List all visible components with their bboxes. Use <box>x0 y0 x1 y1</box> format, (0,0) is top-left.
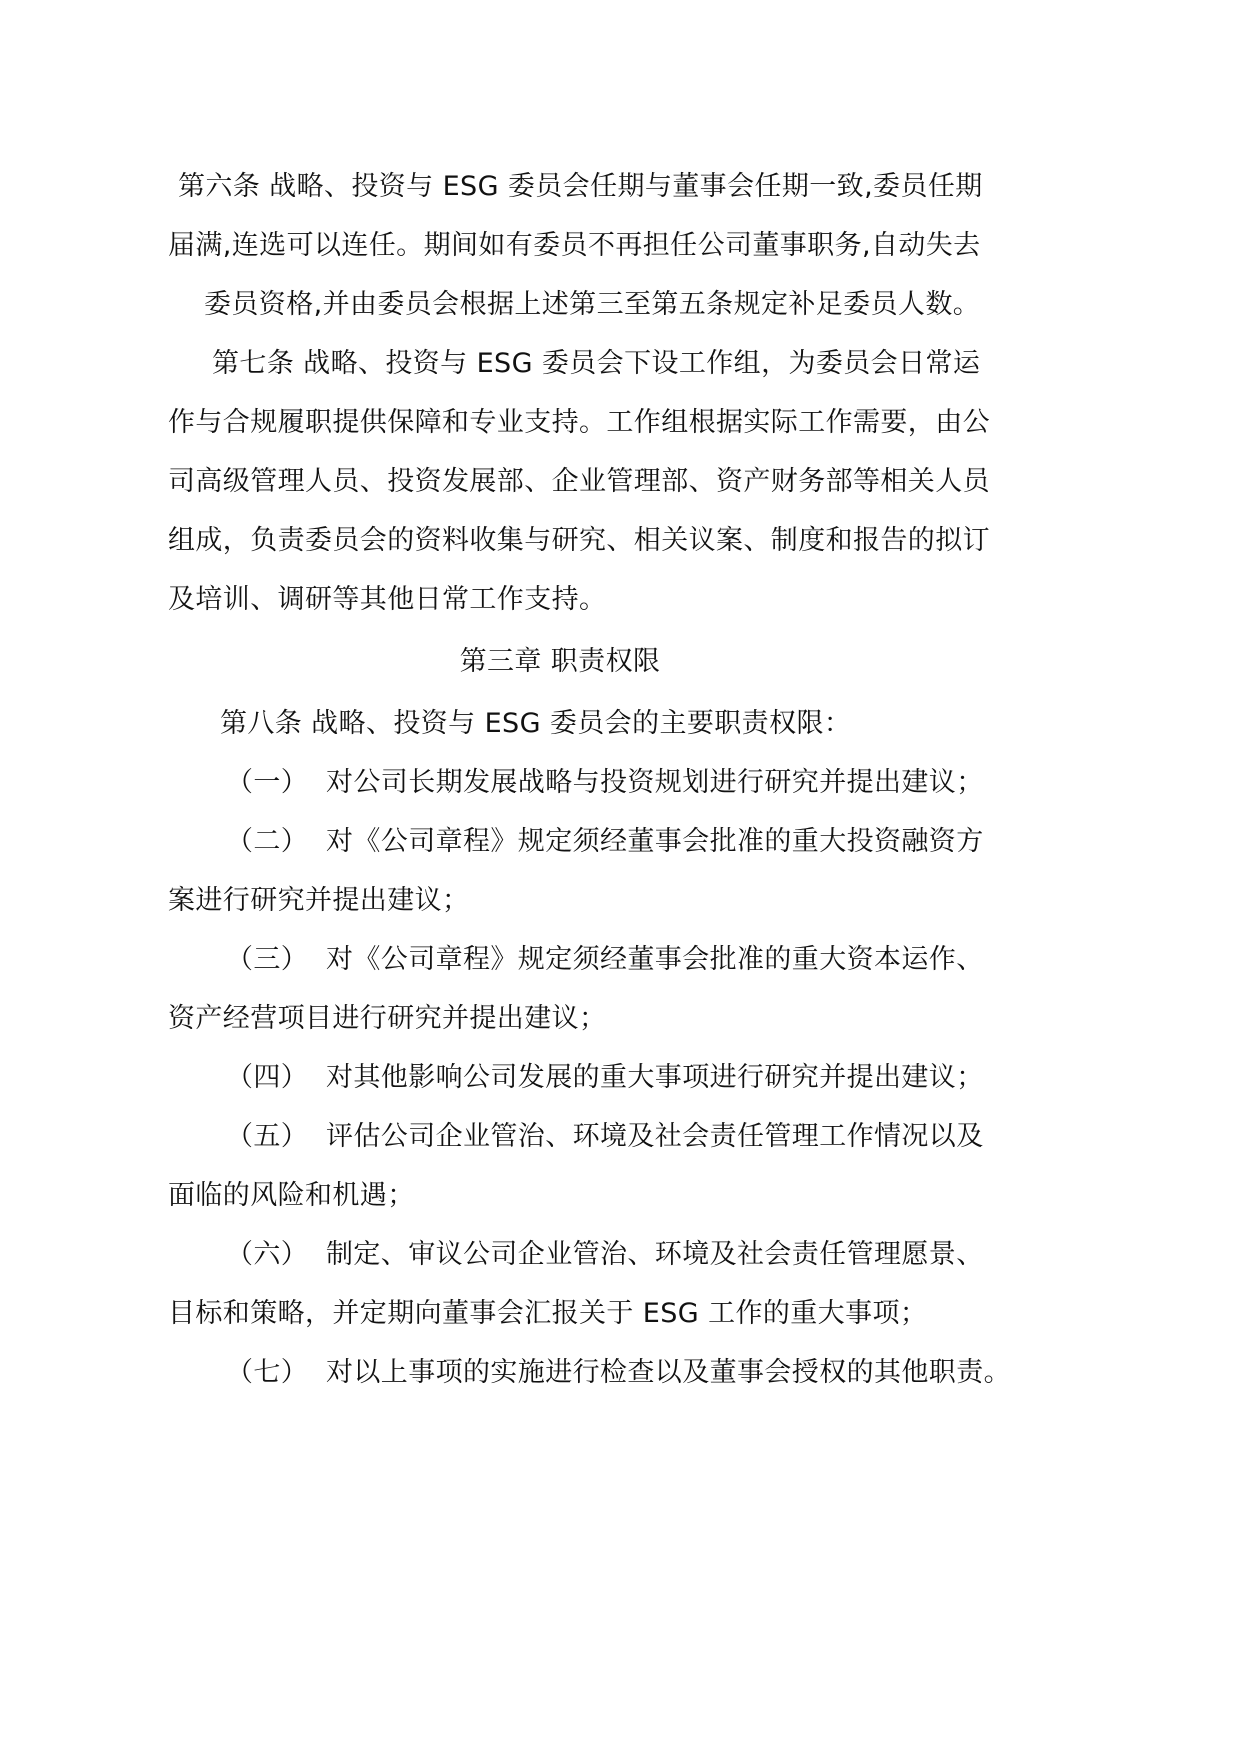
article8-item-3-cont: 资产经营项目进行研究并提出建议； <box>168 1003 607 1034</box>
article7-line3: 司高级管理人员、投资发展部、企业管理部、资产财务部等相关人员 <box>168 466 990 497</box>
chapter-title: 第三章 职责权限 <box>459 646 661 677</box>
article8-item-3 <box>226 940 1106 980</box>
article8-item-7 <box>226 1353 1106 1393</box>
item-text: 对《公司章程》规定须经董事会批准的重大资本运作、 <box>326 944 984 975</box>
item-number: （三） <box>226 944 309 975</box>
article8-item-2 <box>226 822 1106 862</box>
article6-line2: 届满,连选可以连任。期间如有委员不再担任公司董事职务,自动失去 <box>168 230 981 261</box>
item-number: （二） <box>226 826 309 857</box>
item-number: （六） <box>226 1239 309 1270</box>
item-text: 制定、审议公司企业管治、环境及社会责任管理愿景、 <box>326 1239 984 1270</box>
article7-line1: 第七条 战略、投资与 ESG 委员会下设工作组，为委员会日常运 <box>212 348 981 379</box>
item-text: 对其他影响公司发展的重大事项进行研究并提出建议； <box>326 1062 984 1093</box>
article7-line5: 及培训、调研等其他日常工作支持。 <box>168 584 607 615</box>
article6-line1: 第六条 战略、投资与 ESG 委员会任期与董事会任期一致,委员任期 <box>178 171 983 202</box>
article8-item-5 <box>226 1117 1106 1157</box>
article7-line2: 作与合规履职提供保障和专业支持。工作组根据实际工作需要，由公 <box>168 407 990 438</box>
article8-item-6-cont: 目标和策略，并定期向董事会汇报关于 ESG 工作的重大事项； <box>168 1298 928 1329</box>
item-number: （一） <box>226 767 309 798</box>
item-number: （五） <box>226 1121 309 1152</box>
item-text: 对公司长期发展战略与投资规划进行研究并提出建议； <box>326 767 984 798</box>
item-number: （四） <box>226 1062 309 1093</box>
article8-item-5-cont: 面临的风险和机遇； <box>168 1180 415 1211</box>
item-number: （七） <box>226 1357 309 1388</box>
article6-line3: 委员资格,并由委员会根据上述第三至第五条规定补足委员人数。 <box>204 289 981 320</box>
item-text: 对以上事项的实施进行检查以及董事会授权的其他职责。 <box>326 1357 1011 1388</box>
article8-item-4 <box>226 1058 1106 1098</box>
item-text: 评估公司企业管治、环境及社会责任管理工作情况以及 <box>326 1121 984 1152</box>
article8-item-6 <box>226 1235 1106 1275</box>
article8-item-1 <box>226 763 1106 803</box>
article8-item-2-cont: 案进行研究并提出建议； <box>168 885 470 916</box>
article7-line4: 组成，负责委员会的资料收集与研究、相关议案、制度和报告的拟订 <box>168 525 990 556</box>
article8-intro: 第八条 战略、投资与 ESG 委员会的主要职责权限： <box>220 708 852 739</box>
item-text: 对《公司章程》规定须经董事会批准的重大投资融资方 <box>326 826 984 857</box>
